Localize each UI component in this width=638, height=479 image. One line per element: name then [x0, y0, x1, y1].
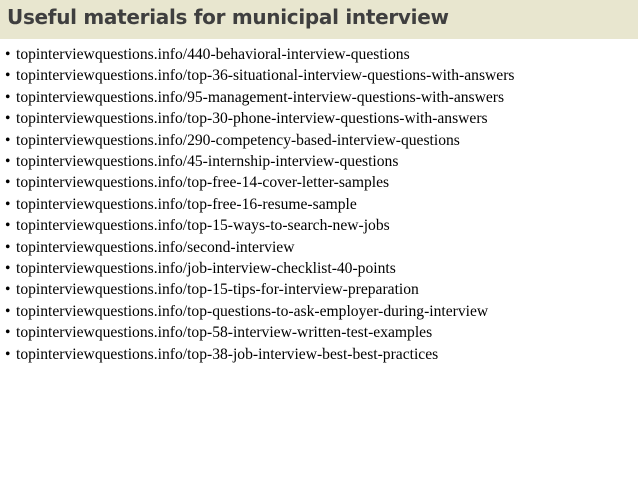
bullet: • [5, 131, 11, 149]
link-text: topinterviewquestions.info/top-questions-to-ask-employer-during-interview [16, 302, 489, 320]
list-item [5, 172, 514, 193]
list-item [5, 44, 514, 65]
link-text: topinterviewquestions.info/top-30-phone-interview-questions-with-answers [16, 110, 488, 128]
link-text: topinterviewquestions.info/top-38-job-interview-best-best-practices [16, 345, 439, 363]
list-item [5, 301, 514, 322]
bullet: • [5, 260, 11, 278]
list-item [5, 65, 514, 86]
list-item [5, 279, 514, 300]
list-item [5, 108, 514, 129]
bullet: • [5, 174, 11, 192]
bullet: • [5, 195, 11, 213]
link-text: topinterviewquestions.info/440-behavioral-interview-questions [16, 46, 410, 63]
materials-link-list [5, 44, 514, 365]
bullet: • [5, 46, 11, 63]
bullet: • [5, 153, 11, 171]
bullet: • [5, 67, 11, 85]
bullet: • [5, 281, 11, 299]
list-item [5, 151, 514, 172]
link-text: topinterviewquestions.info/job-interview-checklist-40-points [16, 260, 396, 278]
list-item [5, 322, 514, 343]
link-text: topinterviewquestions.info/45-internship-interview-questions [16, 153, 399, 171]
page-title: Useful materials for municipal interview [7, 5, 449, 29]
link-text: topinterviewquestions.info/top-15-tips-for-interview-preparation [16, 281, 419, 299]
link-text: topinterviewquestions.info/second-interview [16, 238, 295, 256]
bullet: • [5, 302, 11, 320]
list-item [5, 344, 514, 365]
bullet: • [5, 324, 11, 342]
list-item [5, 194, 514, 215]
link-text: topinterviewquestions.info/95-management-interview-questions-with-answers [16, 88, 505, 106]
list-item [5, 215, 514, 236]
link-text: topinterviewquestions.info/top-free-14-cover-letter-samples [16, 174, 390, 192]
bullet: • [5, 88, 11, 106]
bullet: • [5, 110, 11, 128]
list-item [5, 237, 514, 258]
bullet: • [5, 345, 11, 363]
link-text: topinterviewquestions.info/top-36-situational-interview-questions-with-answers [16, 67, 515, 85]
bullet: • [5, 238, 11, 256]
bullet: • [5, 217, 11, 235]
list-item [5, 258, 514, 279]
list-item [5, 130, 514, 151]
link-text: topinterviewquestions.info/290-competency-based-interview-questions [16, 131, 460, 149]
link-text: topinterviewquestions.info/top-free-16-resume-sample [16, 195, 357, 213]
link-text: topinterviewquestions.info/top-15-ways-to-search-new-jobs [16, 217, 390, 235]
list-item [5, 87, 514, 108]
link-text: topinterviewquestions.info/top-58-interview-written-test-examples [16, 324, 433, 342]
title-bar [0, 0, 638, 39]
